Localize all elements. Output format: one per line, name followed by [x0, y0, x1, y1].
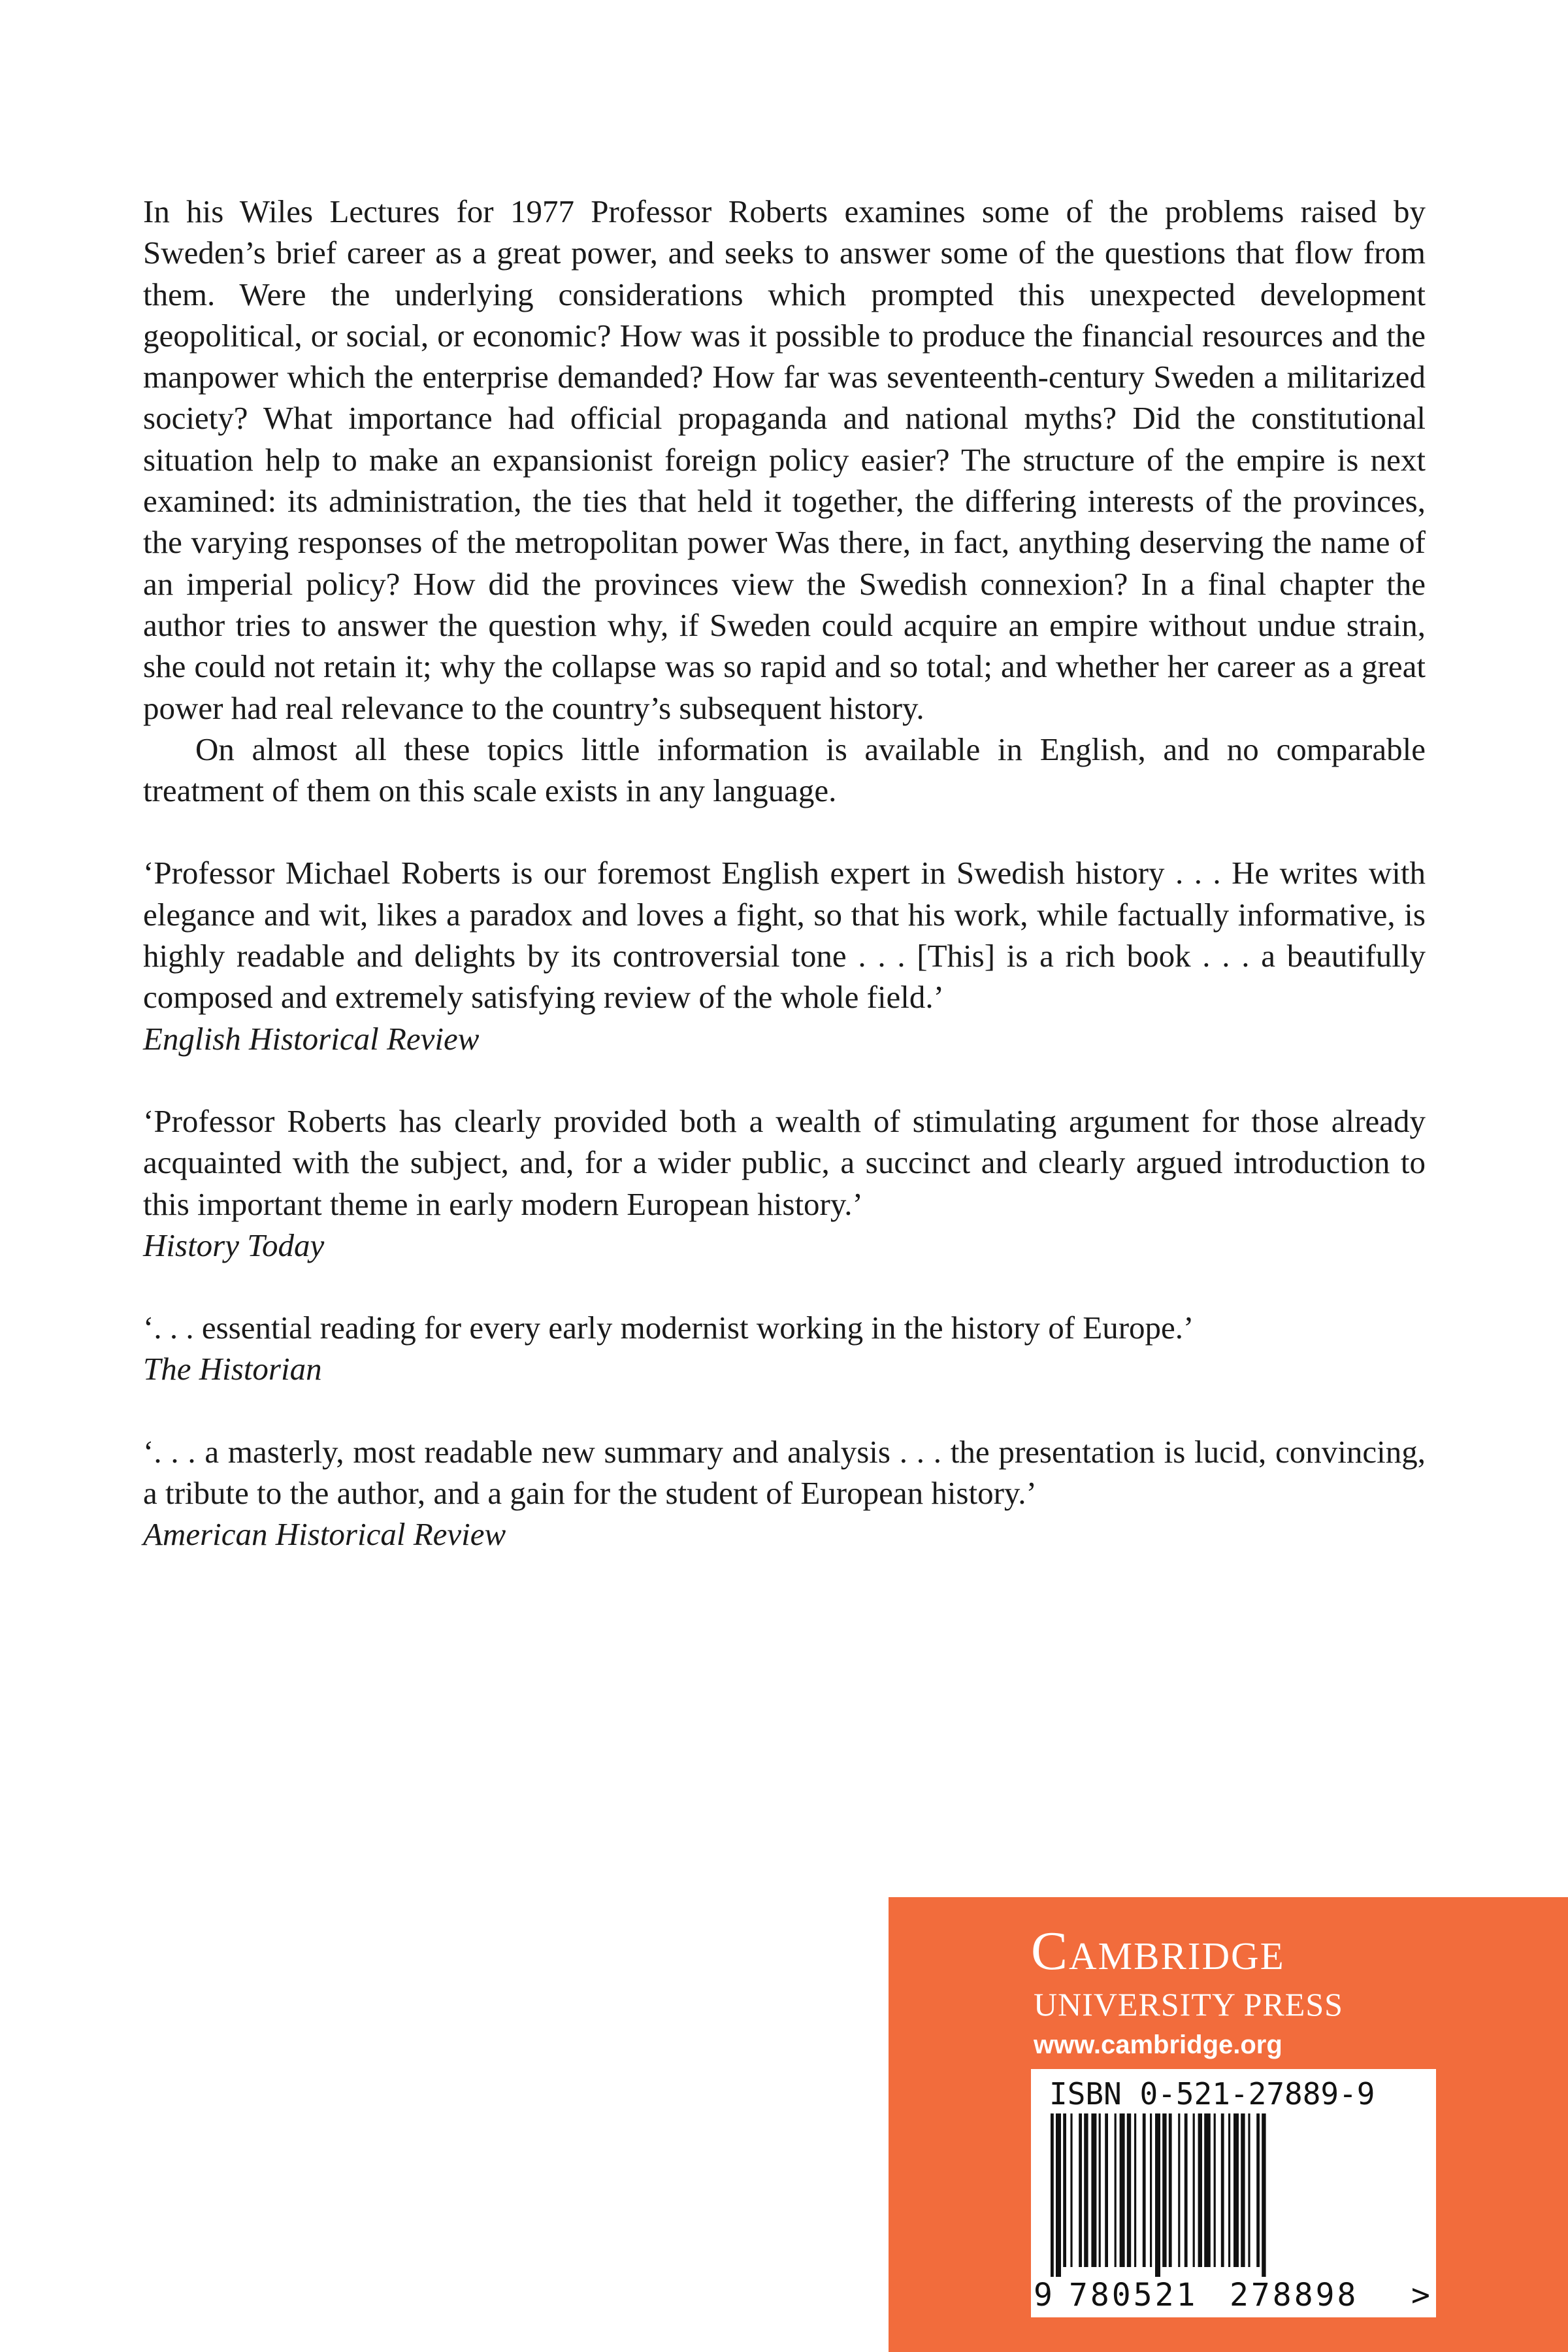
barcode-digit-group-1: 780521	[1069, 2277, 1198, 2313]
isbn-label: ISBN 0-521-27889-9	[1049, 2076, 1375, 2112]
spacer	[143, 1059, 1426, 1101]
back-cover-text	[143, 191, 1426, 1555]
barcode-digits	[1031, 2277, 1436, 2313]
barcode-bar	[1099, 2113, 1101, 2267]
barcode-bar	[1204, 2113, 1211, 2267]
review-quote: ‘Professor Michael Roberts is our foremost English expert in Swedish history . . . He writes with elegance and wit, likes a paradox and loves a fight, so that his work, while factually informative, is highly readable and delights by its controversial tone . . . [This] is a rich book . . . a beautifully composed and extremely satisfying review of the whole field.’	[143, 855, 1426, 1016]
barcode-bar	[1193, 2113, 1195, 2267]
publisher-url: www.cambridge.org	[1034, 2030, 1282, 2059]
review-2	[143, 1101, 1426, 1266]
barcode-bar	[1155, 2113, 1160, 2277]
barcode-digit-group-2: 278898	[1230, 2277, 1359, 2313]
barcode-bar	[1184, 2113, 1188, 2267]
barcode-bar	[1233, 2113, 1239, 2267]
barcode-icon	[1031, 2113, 1436, 2277]
review-quote: ‘. . . essential reading for every early modernist working in the history of Europe.’	[143, 1310, 1194, 1346]
barcode-bar	[1051, 2113, 1054, 2277]
barcode-bar	[1084, 2113, 1088, 2267]
publisher-panel	[889, 1897, 1568, 2352]
barcode-bar	[1079, 2113, 1082, 2267]
barcode-box	[1031, 2069, 1436, 2317]
barcode-bar	[1228, 2113, 1230, 2267]
review-source: The Historian	[143, 1351, 322, 1387]
barcode-bar	[1134, 2113, 1136, 2267]
barcode-lead-digit: 9	[1034, 2277, 1053, 2313]
description-paragraph-1: In his Wiles Lectures for 1977 Professor Roberts examines some of the problems raised by Sweden’s brief career as a great power, and seeks to answer some of the questions that flow from them. Were the underlying considerations which prompted this unexpected development geopolitical, or social, or economic? How was it possible to produce the financial resources and the manpower which the enterprise demanded? How far was seventeenth-century Sweden a militarized society? What importance had official propaganda and national myths? Did the constitutional situation help to make an expansionist foreign policy easier? The structure of the empire is next examined: its administration, the ties that held it together, the differing interests of the provinces, the varying responses of the metropolitan power Was there, in fact, anything deserving the name of an imperial policy? How did the provinces view the Swedish connexion? In a final chapter the author tries to answer the question why, if Sweden could acquire an empire without undue strain, she could not retain it; why the collapse was so rapid and so total; and whether her career as a great power had real relevance to the country’s subsequent history.	[143, 193, 1426, 726]
publisher-name: Cambridge	[1031, 1921, 1285, 1981]
description-paragraph-2: On almost all these topics little information is available in English, and no comparable treatment of them on this scale exists in any language.	[143, 731, 1426, 809]
spacer	[143, 1266, 1426, 1307]
barcode-bar	[1256, 2113, 1260, 2267]
barcode-bar	[1143, 2113, 1146, 2267]
barcode-bar	[1214, 2113, 1216, 2267]
barcode-bar	[1169, 2113, 1172, 2267]
barcode-bar	[1178, 2113, 1180, 2267]
review-quote: ‘Professor Roberts has clearly provided both a wealth of stimulating argument for those already acquainted with the subject, and, for a wider public, a succinct and clearly argued introduction to this important theme in early modern European history.’	[143, 1102, 1426, 1222]
review-3	[143, 1307, 1426, 1390]
barcode-bar	[1091, 2113, 1096, 2267]
barcode-bar	[1221, 2113, 1224, 2267]
barcode-bar	[1063, 2113, 1066, 2267]
barcode-bar	[1105, 2113, 1108, 2267]
barcode-bar	[1241, 2113, 1245, 2267]
spacer	[143, 811, 1426, 852]
barcode-bar	[1248, 2113, 1250, 2267]
barcode-bar	[1070, 2113, 1072, 2267]
review-1	[143, 852, 1426, 1059]
review-source: History Today	[143, 1227, 325, 1263]
barcode-bar	[1162, 2113, 1166, 2267]
review-4	[143, 1431, 1426, 1555]
barcode-bar	[1120, 2113, 1125, 2267]
barcode-end-mark: >	[1411, 2277, 1430, 2313]
barcode-bar	[1115, 2113, 1117, 2267]
barcode-bar	[1056, 2113, 1061, 2277]
barcode-bar	[1198, 2113, 1202, 2267]
publisher-subtitle: UNIVERSITY PRESS	[1034, 1986, 1343, 2023]
barcode-bar	[1262, 2113, 1266, 2277]
spacer	[143, 1390, 1426, 1431]
review-quote: ‘. . . a masterly, most readable new summary and analysis . . . the presentation is lucid, convincing, a tribute to the author, and a gain for the student of European history.’	[143, 1433, 1426, 1512]
barcode-bar	[1150, 2113, 1152, 2267]
review-source: American Historical Review	[143, 1516, 506, 1553]
review-source: English Historical Review	[143, 1020, 480, 1057]
barcode-bar	[1127, 2113, 1131, 2267]
